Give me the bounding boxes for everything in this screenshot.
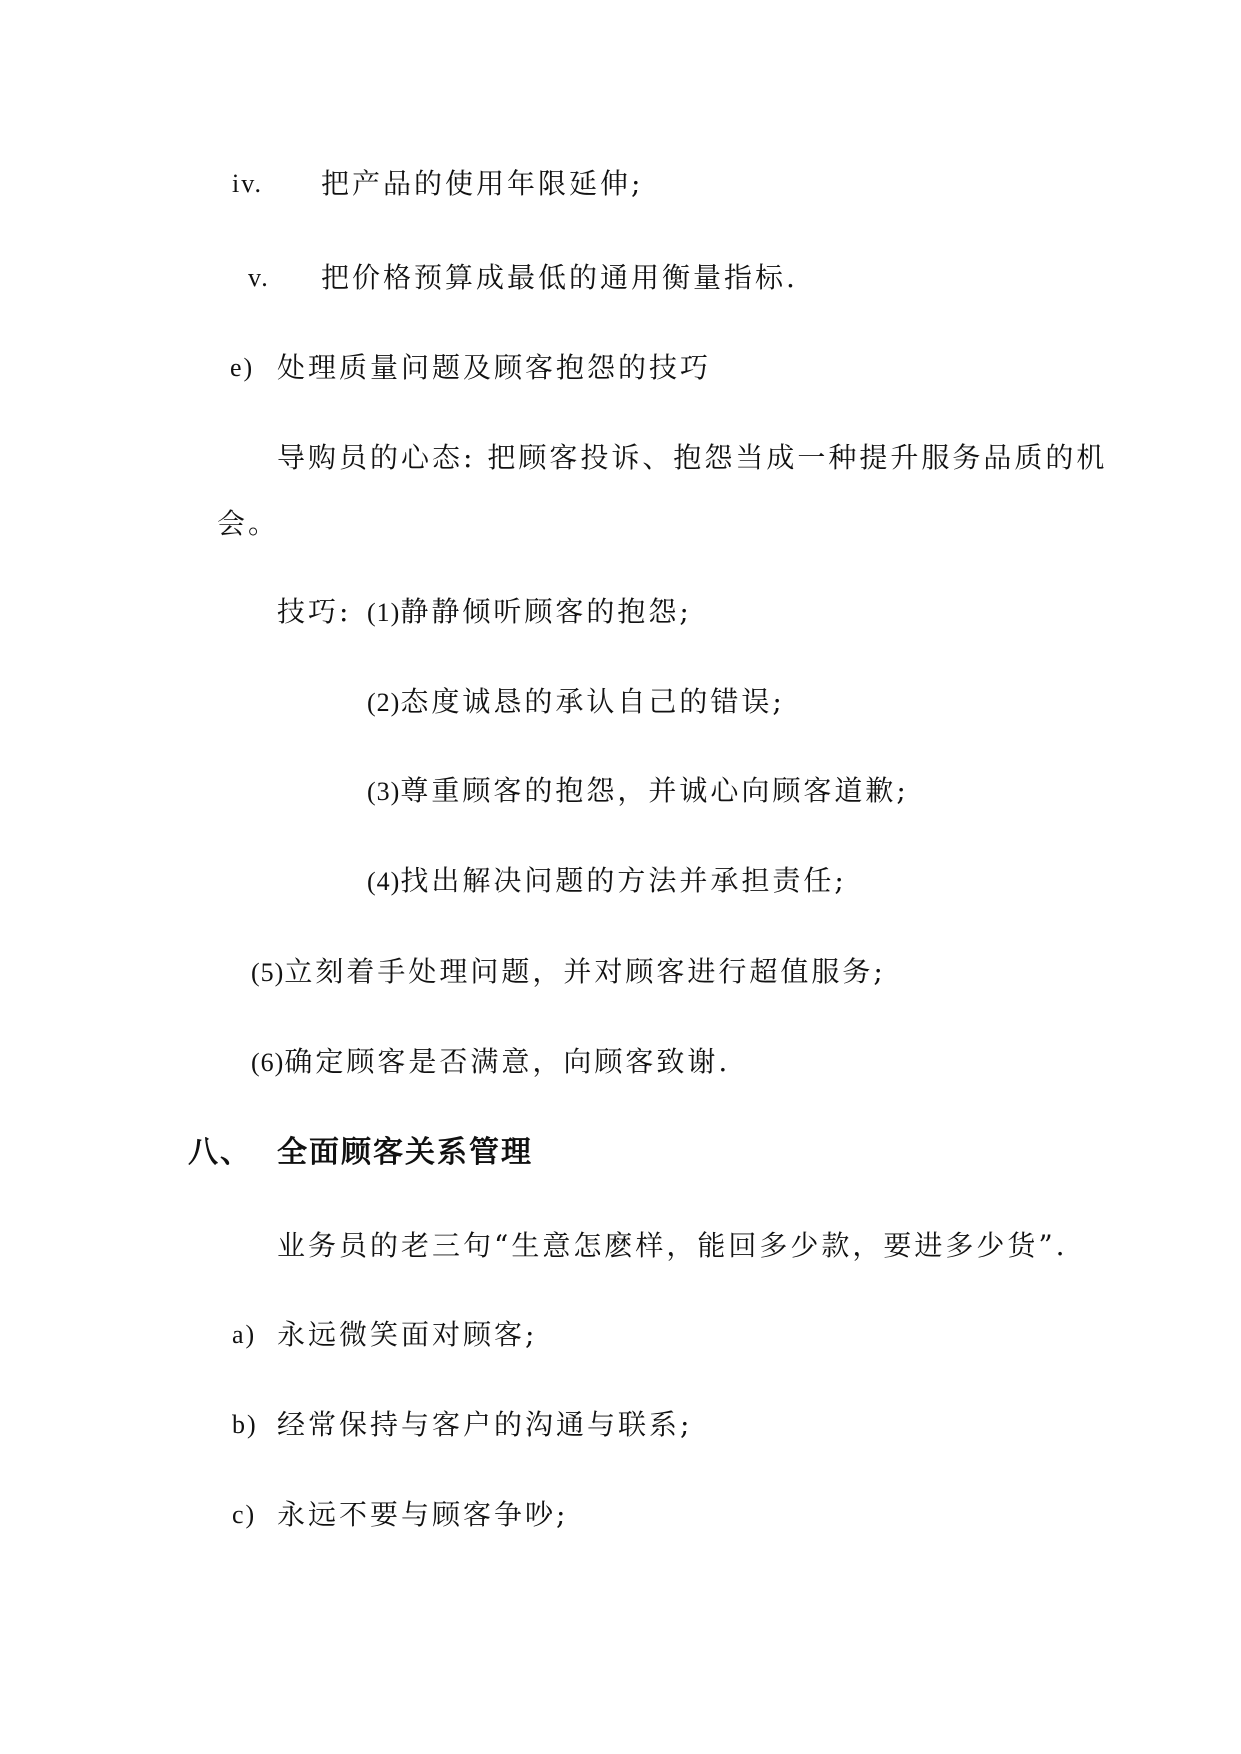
technique-item bbox=[367, 861, 847, 902]
list-item-text: 把产品的使用年限延伸; bbox=[321, 167, 644, 200]
technique-number: (3) bbox=[367, 777, 401, 806]
list-marker-e: e) bbox=[230, 353, 255, 382]
techniques-label: 技巧: bbox=[277, 595, 352, 628]
section-title: 全面顾客关系管理 bbox=[277, 1135, 533, 1170]
technique-item bbox=[367, 771, 909, 812]
list-marker-iv: iv. bbox=[232, 169, 264, 198]
list-marker-c: c) bbox=[232, 1500, 257, 1529]
section-heading: 处理质量问题及顾客抱怨的技巧 bbox=[277, 351, 712, 384]
list-item-text: 把价格预算成最低的通用衡量指标. bbox=[321, 261, 798, 294]
list-item-text: 永远微笑面对顾客; bbox=[277, 1318, 538, 1351]
technique-item bbox=[251, 1042, 730, 1083]
technique-item bbox=[251, 952, 886, 993]
technique-number: (4) bbox=[367, 867, 401, 896]
paragraph-line: 会。 bbox=[217, 507, 280, 540]
technique-text: 立刻着手处理问题，并对顾客进行超值服务; bbox=[284, 955, 886, 988]
section-number: 八、 bbox=[188, 1135, 252, 1170]
technique-text: 确定顾客是否满意，向顾客致谢. bbox=[284, 1045, 731, 1078]
technique-number: (5) bbox=[251, 958, 285, 987]
technique-number: (6) bbox=[251, 1048, 285, 1077]
list-marker-v: v. bbox=[248, 263, 270, 292]
list-marker-a: a) bbox=[232, 1320, 257, 1349]
section-intro: 业务员的老三句“生意怎麽样，能回多少款，要进多少货”. bbox=[277, 1229, 1068, 1262]
technique-number: (1) bbox=[367, 598, 401, 627]
technique-item bbox=[367, 682, 785, 723]
list-marker-b: b) bbox=[232, 1410, 258, 1439]
list-item-text: 永远不要与顾客争吵; bbox=[277, 1498, 569, 1531]
technique-text: 态度诚恳的承认自己的错误; bbox=[400, 685, 785, 718]
technique-text: 找出解决问题的方法并承担责任; bbox=[400, 864, 847, 897]
technique-text: 尊重顾客的抱怨，并诚心向顾客道歉; bbox=[400, 774, 909, 807]
list-item-text: 经常保持与客户的沟通与联系; bbox=[277, 1408, 693, 1441]
paragraph-line: 导购员的心态: 把顾客投诉、抱怨当成一种提升服务品质的机 bbox=[277, 441, 1108, 474]
technique-number: (2) bbox=[367, 688, 401, 717]
technique-text: 静静倾听顾客的抱怨; bbox=[400, 595, 692, 628]
technique-item bbox=[367, 592, 692, 633]
